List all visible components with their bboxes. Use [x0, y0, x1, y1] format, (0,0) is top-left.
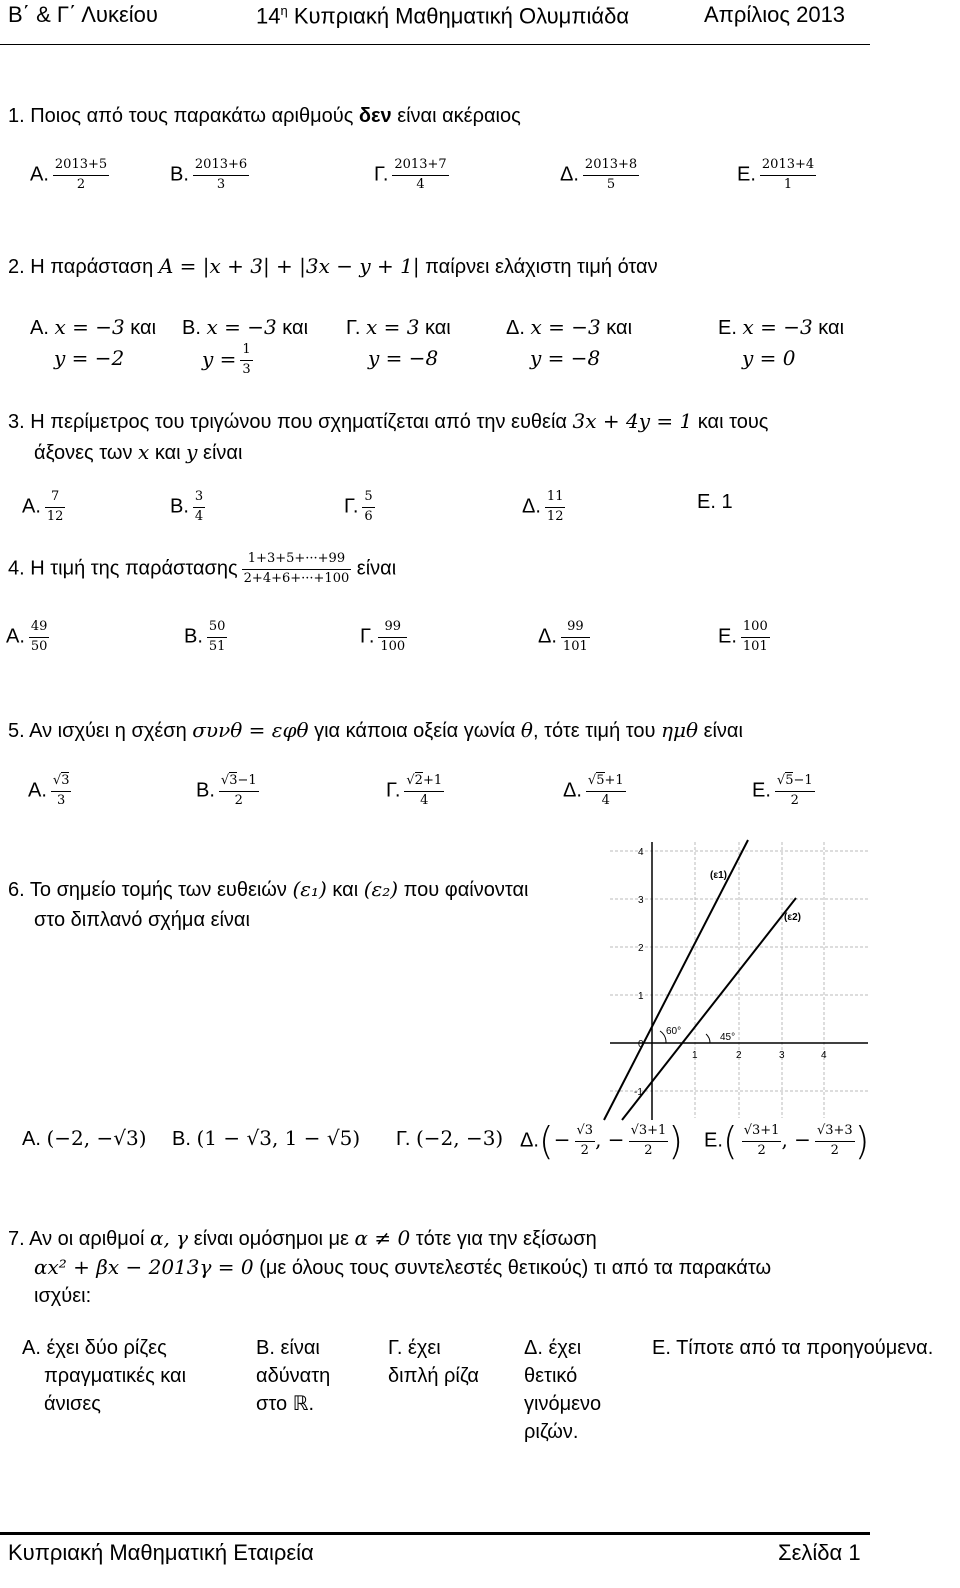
q5-option-b-fraction: $\frac{√3-1}{2}$: [220, 773, 257, 808]
q6-option-c-value: (−2, −3): [415, 1126, 504, 1150]
q2-option-a-label: Α.: [30, 317, 49, 339]
q1-option-d: [560, 158, 639, 193]
numerator: 50: [207, 620, 228, 638]
q4-fraction: [242, 552, 352, 587]
q3-line2-and: και: [149, 442, 187, 464]
q7-option-d-line4: ριζών.: [524, 1421, 579, 1443]
q1-text-b: είναι ακέραιος: [391, 105, 521, 127]
q2-text-b: παίρνει ελάχιστη τιμή όταν: [419, 256, 658, 278]
numerator: 1: [240, 343, 252, 361]
q7-text-c: τότε για την εξίσωση: [410, 1228, 597, 1250]
q2-option-a-x: x = −3: [54, 315, 125, 339]
q6-option-a-label: Α.: [22, 1128, 41, 1150]
q7-text: [8, 1224, 771, 1310]
q2-option-e: [718, 312, 844, 374]
q7-option-a: [22, 1334, 186, 1418]
q6-option-c-label: Γ.: [396, 1128, 411, 1150]
q7-option-b-line1: Β. είναι: [256, 1337, 320, 1359]
q1-option-b-label: Β.: [170, 163, 189, 186]
q2-option-d-x: x = −3: [530, 315, 601, 339]
radicand: 3: [61, 773, 70, 788]
line-e2-label: (ε2): [784, 912, 801, 923]
q1-option-e: [737, 158, 816, 193]
q6-option-a-value: (−2, −√3): [46, 1126, 147, 1150]
q6-option-d-frac2: [629, 1124, 669, 1159]
q3-line2-b: είναι: [197, 442, 243, 464]
footer-rule: [0, 1532, 870, 1535]
denominator: 3: [242, 361, 251, 377]
q3-option-b: [170, 490, 205, 525]
q4-text-b: είναι: [351, 557, 397, 580]
q3-option-a-label: Α.: [22, 495, 41, 518]
denominator: 101: [562, 638, 588, 654]
q7-option-c: [388, 1334, 479, 1390]
numerator: 99: [378, 620, 407, 638]
q3-x: x: [138, 440, 150, 464]
q5-option-d: [563, 774, 626, 809]
q7-option-d-line1: Δ. έχει: [524, 1337, 582, 1359]
numerator: 11: [545, 490, 566, 508]
q2-option-c-label: Γ.: [346, 317, 361, 339]
denominator: 51: [208, 638, 226, 654]
denominator: 4: [420, 792, 429, 808]
header-rule: [0, 44, 870, 45]
denominator: 100: [380, 638, 406, 654]
q4-option-c-label: Γ.: [360, 625, 375, 648]
denominator: 4: [416, 176, 425, 192]
denominator: 6: [364, 508, 373, 524]
denominator: 12: [46, 508, 64, 524]
rest: +1: [422, 773, 443, 788]
q4-option-b: [184, 620, 227, 655]
q4-option-a-label: Α.: [6, 625, 25, 648]
q3-option-d: [522, 490, 565, 525]
q7-alpha-gamma: α, γ: [149, 1226, 189, 1250]
q2-text: [8, 256, 658, 277]
q2-option-a-y: y = −2: [54, 346, 125, 370]
denominator: 2: [76, 176, 86, 192]
q2-option-d-label: Δ.: [506, 317, 525, 339]
q1-text-a: 1. Ποιος από τους παρακάτω αριθμούς: [8, 105, 359, 127]
numerator: 49: [29, 620, 50, 638]
q5-option-b-label: Β.: [196, 779, 215, 802]
q4-option-e: [718, 620, 770, 655]
q3-option-b-label: Β.: [170, 495, 189, 518]
q4-option-e-label: Ε.: [718, 625, 737, 648]
q1-option-c-fraction: [392, 158, 448, 193]
q7-option-d: [524, 1334, 601, 1446]
q4-text: [8, 552, 396, 587]
q2-option-b-x: x = −3: [206, 315, 277, 339]
q6-option-e: Ε.( $\frac{√3+1}{2}$ , − $\frac{√3+3}{2}$ ): [704, 1119, 870, 1163]
q4-option-c: [360, 620, 407, 655]
numerator: √3+1: [629, 1124, 669, 1142]
denominator: 1: [783, 176, 793, 192]
q5-option-a: [28, 774, 71, 809]
q6-option-d-frac1: [575, 1124, 596, 1159]
rest: −1: [793, 773, 813, 788]
q4-option-d-fraction: [561, 620, 590, 655]
q3-line2-a: άξονες των: [34, 442, 139, 464]
denominator: 12: [546, 508, 564, 524]
numerator: 99: [561, 620, 590, 638]
q7-option-b: [256, 1334, 330, 1418]
q2-option-c: [346, 312, 451, 374]
q2-option-b: [182, 312, 308, 378]
q5-option-e-label: Ε.: [752, 779, 771, 802]
q2-text-a: 2. Η παράσταση: [8, 256, 159, 278]
q1-option-a-label: Α.: [30, 163, 49, 186]
q2-option-d: [506, 312, 632, 374]
q5-theta: θ: [520, 718, 533, 742]
q7-option-a-line1: Α. έχει δύο ρίζες: [22, 1337, 167, 1359]
q1-text-bold: δεν: [358, 105, 392, 127]
q6-text-line2: στο διπλανό σχήμα είναι: [34, 909, 250, 931]
q5-option-b: [196, 774, 259, 809]
q2-option-b-and: και: [276, 317, 309, 339]
q2-option-e-x: x = −3: [742, 315, 813, 339]
q6-option-b-label: Β.: [172, 1128, 191, 1150]
q4-option-c-fraction: [378, 620, 407, 655]
q4-option-e-fraction: [741, 620, 770, 655]
numerator: 3: [193, 490, 205, 508]
q7-option-e-line1: Ε. Τίποτε από τα προηγούμενα.: [652, 1337, 934, 1359]
q3-option-c: [344, 490, 375, 525]
q5-option-a-fraction: $\frac{√3}{3}$: [52, 773, 70, 808]
y-tick-2: 2: [638, 943, 644, 954]
denominator: 4: [601, 792, 610, 808]
q7-text-a: 7. Αν οι αριθμοί: [8, 1228, 150, 1250]
denominator: 5: [606, 176, 616, 192]
q7-text-d: (με όλους τους συντελεστές θετικούς) τι από τα παρακάτω: [253, 1257, 772, 1279]
q7-option-c-line2: διπλή ρίζα: [388, 1365, 479, 1387]
q4-text-a: 4. Η τιμή της παράστασης: [8, 557, 238, 580]
q6-option-e-frac1: [742, 1124, 782, 1159]
denominator: 2: [757, 1142, 766, 1158]
q5-option-d-fraction: $\frac{√5+1}{4}$: [587, 773, 624, 808]
q5-text-a: 5. Αν ισχύει η σχέση: [8, 720, 193, 742]
q7-option-a-line3: άνισες: [44, 1393, 101, 1415]
numerator: 5: [362, 490, 374, 508]
radicand: 3: [229, 773, 238, 788]
q1-option-b-fraction: [193, 158, 249, 193]
q2-option-b-fraction: [240, 343, 252, 378]
y-tick-0: 0: [638, 1039, 644, 1050]
q5-option-c: [386, 774, 444, 809]
numerator: 2013+6: [193, 158, 249, 176]
y-tick-3: 3: [638, 895, 644, 906]
q5-expression: συνθ = εφθ: [192, 718, 309, 742]
q5-text-d: είναι: [698, 720, 743, 742]
angle-60-label: 60°: [666, 1026, 682, 1037]
q7-option-b-line2: αδύνατη: [256, 1365, 331, 1387]
q3-option-c-fraction: [362, 490, 374, 525]
numerator: 1+3+5+···+99: [242, 552, 352, 570]
q3-option-e: Ε. 1: [697, 491, 733, 513]
angle-45-label: 45°: [720, 1032, 736, 1043]
denominator: 2+4+6+···+100: [243, 570, 350, 586]
q2-expression: A = |x + 3| + |3x − y + 1|: [158, 254, 420, 278]
q3-text-a: 3. Η περίμετρος του τριγώνου που σχηματίζεται από την ευθεία: [8, 411, 573, 433]
q4-option-a-fraction: [29, 620, 50, 655]
header-center-number: 14: [256, 3, 281, 29]
denominator: 2: [830, 1142, 839, 1158]
denominator: 2: [234, 792, 243, 808]
y-tick-minus1: -1: [634, 1087, 643, 1098]
denominator: 2: [790, 792, 799, 808]
q2-option-e-y: y = 0: [742, 346, 796, 370]
q6-option-e-frac2: [815, 1124, 855, 1159]
q1-option-e-fraction: [760, 158, 816, 193]
q6-e1: (ε₁): [292, 877, 327, 901]
q6-option-b-value: (1 − √3, 1 − √5): [196, 1126, 361, 1150]
q6-text-b: που φαίνονται: [398, 879, 529, 901]
numerator: 2013+5: [53, 158, 109, 176]
footer-left: Κυπριακή Μαθηματική Εταιρεία: [8, 1540, 314, 1565]
line-e1-label: (ε1): [710, 870, 727, 881]
q3-option-b-fraction: [193, 490, 205, 525]
rest: −1: [237, 773, 257, 788]
q6-option-d: Δ.(− $\frac{√3}{2}$ , − $\frac{√3+1}{2}$ ): [520, 1119, 684, 1163]
q2-option-b-y: y =: [202, 346, 237, 371]
q3-option-d-label: Δ.: [522, 495, 541, 518]
denominator: 3: [216, 176, 226, 192]
y-tick-1: 1: [638, 991, 644, 1002]
header-right: Απρίλιος 2013: [704, 2, 846, 27]
numerator: √3+1: [742, 1124, 782, 1142]
q2-option-e-and: και: [812, 317, 845, 339]
radicand: 5: [785, 773, 794, 788]
x-tick-4: 4: [821, 1050, 827, 1061]
denominator: 4: [194, 508, 204, 524]
q4-option-d-label: Δ.: [538, 625, 557, 648]
numerator: 7: [45, 490, 66, 508]
q6-text: [8, 874, 529, 935]
q6-option-e-label: Ε.: [704, 1129, 723, 1152]
footer-right: Σελίδα 1: [778, 1540, 861, 1565]
numerator: √3+3: [815, 1124, 855, 1142]
q4-option-d: [538, 620, 590, 655]
numerator: 2013+4: [760, 158, 816, 176]
q5-option-e: [752, 774, 815, 809]
radicand: 5: [596, 773, 605, 788]
q2-option-b-label: Β.: [182, 317, 201, 339]
q6-text-and: και: [326, 879, 364, 901]
denominator: 3: [57, 792, 66, 808]
q5-option-c-label: Γ.: [386, 779, 401, 802]
q5-option-e-fraction: $\frac{√5-1}{2}$: [776, 773, 813, 808]
denominator: 101: [742, 638, 768, 654]
q1-option-e-label: Ε.: [737, 163, 756, 186]
q3-expression: 3x + 4y = 1: [572, 409, 693, 433]
header-center-sup: η: [280, 3, 288, 18]
q7-text-b: είναι ομόσημοι με: [188, 1228, 355, 1250]
q6-e2: (ε₂): [363, 877, 399, 901]
denominator: 2: [580, 1142, 589, 1158]
q5-option-d-label: Δ.: [563, 779, 582, 802]
q2-option-c-and: και: [419, 317, 451, 339]
header-center-title: Κυπριακή Μαθηματική Ολυμπιάδα: [287, 3, 630, 29]
q3-y: y: [186, 440, 198, 464]
q3-option-d-fraction: [545, 490, 566, 525]
q3-option-a-fraction: [45, 490, 66, 525]
q5-text: [8, 720, 743, 741]
q4-option-b-label: Β.: [184, 625, 203, 648]
q7-option-e: [652, 1334, 933, 1362]
q2-option-a: [30, 312, 156, 374]
header-center: [256, 4, 629, 27]
q1-option-c-label: Γ.: [374, 163, 389, 186]
q7-equation: αx² + βx − 2013γ = 0: [34, 1255, 254, 1279]
q1-option-d-fraction: [583, 158, 639, 193]
q1-text: [8, 106, 521, 126]
q2-option-c-x: x = 3: [365, 315, 420, 339]
q6-figure: [596, 838, 870, 1122]
q2-option-d-and: και: [600, 317, 633, 339]
q7-option-a-line2: πραγματικές και: [44, 1365, 187, 1387]
q6-option-c: [396, 1128, 503, 1149]
numerator: 2013+8: [583, 158, 639, 176]
q7-option-d-line3: γινόμενο: [524, 1393, 602, 1415]
q1-option-b: [170, 158, 249, 193]
q1-option-a: [30, 158, 109, 193]
q7-alpha-neq: α ≠ 0: [354, 1226, 411, 1250]
q5-text-c: , τότε τιμή του: [532, 720, 661, 742]
q6-option-d-label: Δ.: [520, 1129, 539, 1152]
q3-text-b: και τους: [692, 411, 769, 433]
denominator: 50: [30, 638, 48, 654]
q2-option-d-y: y = −8: [530, 346, 601, 370]
q2-option-a-and: και: [124, 317, 157, 339]
q1-option-a-fraction: [53, 158, 109, 193]
numerator: √3: [575, 1124, 596, 1142]
q1-option-c: [374, 158, 449, 193]
x-tick-2: 2: [736, 1050, 742, 1061]
radicand: 2: [414, 773, 423, 788]
y-tick-4: 4: [638, 847, 644, 858]
q7-option-d-line2: θετικό: [524, 1365, 578, 1387]
numerator: 2013+7: [392, 158, 448, 176]
q6-text-a: 6. Το σημείο τομής των ευθειών: [8, 879, 293, 901]
q5-option-c-fraction: $\frac{√2+1}{4}$: [406, 773, 443, 808]
q5-eta: ημθ: [660, 718, 699, 742]
q3-option-c-label: Γ.: [344, 495, 359, 518]
q4-option-b-fraction: [207, 620, 228, 655]
header-left: Β΄ & Γ΄ Λυκείου: [8, 2, 158, 27]
q7-text-e: ισχύει:: [34, 1285, 92, 1307]
q2-option-c-y: y = −8: [368, 346, 439, 370]
x-tick-3: 3: [779, 1050, 785, 1061]
q1-option-d-label: Δ.: [560, 163, 579, 186]
q6-option-b: [172, 1128, 360, 1149]
q2-option-e-label: Ε.: [718, 317, 737, 339]
numerator: 100: [741, 620, 770, 638]
q7-option-c-line1: Γ. έχει: [388, 1337, 441, 1359]
rest: +1: [604, 773, 624, 788]
q6-option-a: [22, 1128, 147, 1149]
q4-option-a: [6, 620, 49, 655]
q3-text: [8, 406, 768, 468]
q5-text-b: για κάποια οξεία γωνία: [308, 720, 521, 742]
q5-option-a-label: Α.: [28, 779, 47, 802]
denominator: 2: [644, 1142, 653, 1158]
q7-option-b-line3: στο ℝ.: [256, 1393, 315, 1415]
q3-option-a: [22, 490, 65, 525]
x-tick-1: 1: [692, 1050, 698, 1061]
